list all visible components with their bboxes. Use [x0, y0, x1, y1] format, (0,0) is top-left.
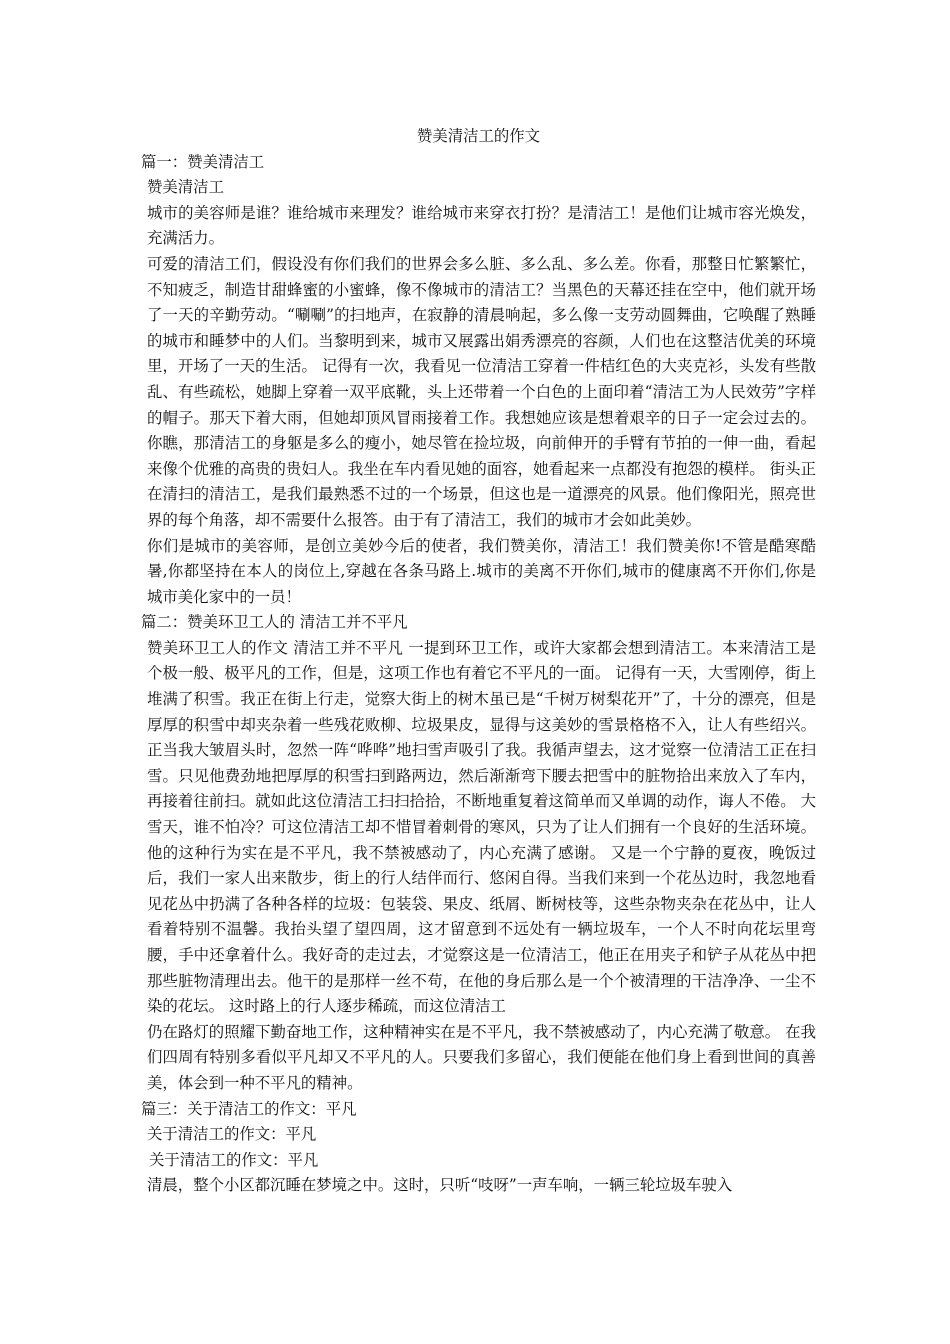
- section-heading: 篇一：赞美清洁工: [141, 152, 265, 171]
- section-heading: 篇二：赞美环卫工人的 清洁工并不平凡: [141, 613, 408, 632]
- section-heading: 篇三：关于清洁工的作文：平凡: [141, 1099, 357, 1118]
- paragraph: 关于清洁工的作文：平凡: [149, 1150, 319, 1169]
- paragraph: 城市的美容师是谁？谁给城市来理发？谁给城市来穿衣打扮？是清洁工！是他们让城市容光焕发，充满活力。: [147, 203, 816, 248]
- paragraph: 赞美清洁工: [147, 178, 224, 197]
- paragraph: 关于清洁工的作文：平凡: [147, 1125, 317, 1144]
- document-title: 赞美清洁工的作文: [416, 127, 541, 145]
- document-body: [141, 124, 816, 1199]
- paragraph: 你们是城市的美容师，是创立美妙今后的使者，我们赞美你，清洁工！我们赞美你!不管是酷寒酷暑,你都坚持在本人的岗位上,穿越在各条马路上.城市的美离不开你们,城市的健康离不开你们,你是城市美化家中的一员！: [147, 536, 816, 606]
- paragraph: 仍在路灯的照耀下勤奋地工作，这种精神实在是不平凡，我不禁被感动了，内心充满了敬意。 在我们四周有特别多看似平凡却又不平凡的人。只要我们多留心，我们便能在他们身上看到世间的真善美，体会到一种不平凡的精神。: [147, 1022, 816, 1092]
- paragraph: 清晨，整个小区都沉睡在梦境之中。这时，只听“吱呀”一声车响，一辆三轮垃圾车驶入: [147, 1176, 733, 1195]
- paragraph: 可爱的清洁工们，假设没有你们我们的世界会多么脏、多么乱、多么差。你看，那整日忙繁繁忙，不知疲乏，制造甘甜蜂蜜的小蜜蜂，像不像城市的清洁工？当黑色的天幕还挂在空中，他们就开场了一天的辛勤劳动。“唰唰”的扫地声，在寂静的清晨响起，多么像一支劳动圆舞曲，它唤醒了熟睡的城市和睡梦中的人们。当黎明到来，城市又展露出娟秀漂亮的容颜，人们也在这整洁优美的环境里，开场了一天的生活。 记得有一次，我看见一位清洁工穿着一件桔红色的大夹克衫，头发有些散乱、有些疏松，她脚上穿着一双平底靴，头上还带着一个白色的上面印着“清洁工为人民效劳”字样的帽子。那天下着大雨，但她却顶风冒雨接着工作。我想她应该是想着艰辛的日子一定会过去的。你瞧，那清洁工的身躯是多么的瘦小，她尽管在捡垃圾，向前伸开的手臂有节拍的一伸一曲，看起来像个优雅的高贵的贵妇人。我坐在车内看见她的面容，她看起来一点都没有抱怨的模样。 街头正在清扫的清洁工，是我们最熟悉不过的一个场景，但这也是一道漂亮的风景。他们像阳光，照亮世界的每个角落，却不需要什么报答。由于有了清洁工，我们的城市才会如此美妙。: [147, 254, 816, 529]
- paragraph: 赞美环卫工人的作文 清洁工并不平凡 一提到环卫工作，或许大家都会想到清洁工。本来清洁工是个极一般、极平凡的工作，但是，这项工作也有着它不平凡的一面。 记得有一天，大雪刚停，街上堆满了积雪。我正在街上行走，觉察大街上的树木虽已是“千树万树梨花开”了，十分的漂亮，但是厚厚的积雪中却夹杂着一些残花败柳、垃圾果皮，显得与这美妙的雪景格格不入，让人有些绍兴。正当我大皱眉头时，忽然一阵“哗哗”地扫雪声吸引了我。我循声望去，这才觉察一位清洁工正在扫雪。只见他费劲地把厚厚的积雪扫到路两边，然后渐渐弯下腰去把雪中的脏物拾出来放入了车内，再接着往前扫。就如此这位清洁工扫扫拾拾，不断地重复着这简单而又单调的动作，诲人不倦。 大雪天，谁不怕冷？可这位清洁工却不惜冒着刺骨的寒风，只为了让人们拥有一个良好的生活环境。他的这种行为实在是不平凡，我不禁被感动了，内心充满了感谢。 又是一个宁静的夏夜，晚饭过后，我们一家人出来散步，街上的行人结伴而行、悠闲自得。当我们来到一个花丛边时，我忽地看见花丛中扔满了各种各样的垃圾：包装袋、果皮、纸屑、断树枝等，这些杂物夹杂在花丛中，让人看着特别不温馨。我抬头望了望四周，这才留意到不远处有一辆垃圾车，一个人不时向花坛里弯腰，手中还拿着什么。我好奇的走过去，才觉察这是一位清洁工，他正在用夹子和铲子从花丛中把那些脏物清理出去。他干的是那样一丝不苟，在他的身后那么是一个个被清理的干洁净净、一尘不染的花坛。 这时路上的行人逐步稀疏，而这位清洁工: [147, 638, 816, 1016]
